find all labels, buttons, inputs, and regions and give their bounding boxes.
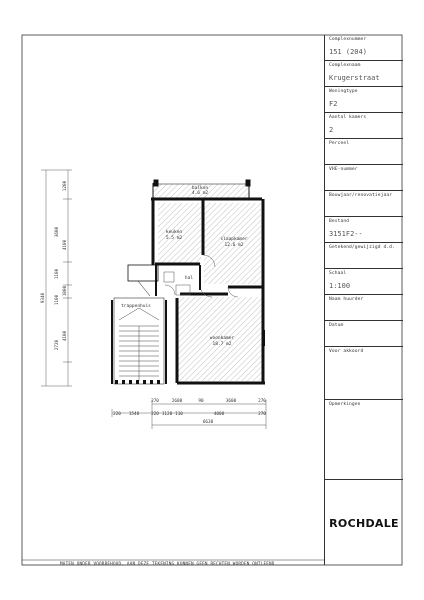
value-complexnaam: Krugerstraat xyxy=(329,74,380,82)
dim-v-7: 1100 xyxy=(55,294,60,306)
row-vhe-nummer xyxy=(325,165,403,191)
dim-h-top-4: 270 xyxy=(258,399,266,404)
label-complexnummer: Complexnummer xyxy=(329,37,367,42)
room-label-trappenhuis: trappenhuis xyxy=(121,304,151,309)
room-area-keuken: 5.5 m2 xyxy=(165,236,183,241)
value-aantal-kamers: 2 xyxy=(329,126,334,134)
horizontal-dim-labels xyxy=(113,398,266,425)
dim-v-6: 4100 xyxy=(63,330,68,342)
dim-h-mid-1: 1540 xyxy=(128,412,140,417)
row-datum xyxy=(325,321,403,347)
row-complexnaam xyxy=(325,61,403,87)
label-datum: Datum xyxy=(329,323,344,328)
label-woningtype: Woningtype xyxy=(329,89,358,94)
dim-h-top-3: 3600 xyxy=(225,399,237,404)
label-bestand: Bestand xyxy=(329,219,350,224)
dim-h-mid-4: 110 xyxy=(175,412,183,417)
label-naam-huurder: Naam huurder xyxy=(329,297,364,302)
room-label-slaapkamer: slaapkamer xyxy=(220,237,248,242)
label-voor-akkoord: Voor akkoord xyxy=(329,349,364,354)
dim-v-5: 2720 xyxy=(55,339,60,351)
row-voor-akkoord xyxy=(325,347,403,400)
room-label-balkon: balkon xyxy=(191,186,209,191)
dim-v-2: 4100 xyxy=(63,239,68,251)
room-area-woonkamer: 18.7 m2 xyxy=(212,342,232,347)
title-block xyxy=(324,35,403,565)
label-aantal-kamers: Aantal kamers xyxy=(329,115,367,120)
dim-h-total: 6630 xyxy=(202,420,214,425)
value-complexnummer: 151 (204) xyxy=(329,48,367,56)
dim-h-top-2: 90 xyxy=(198,399,204,404)
row-perceel xyxy=(325,139,403,165)
vertical-dim-labels xyxy=(40,180,68,350)
footer-disclaimer: MATEN ONDER VOORBEHOUD, AAN DEZE TEKENING KUNNEN GEEN RECHTEN WORDEN ONTLEEND xyxy=(60,562,275,567)
row-aantal-kamers xyxy=(325,113,403,139)
dim-total-height: 9340 xyxy=(41,292,46,304)
rochdale-logo: ROCHDALE xyxy=(329,517,399,530)
row-getekend xyxy=(325,243,403,269)
value-bestand: 3151F2-- xyxy=(329,230,363,238)
label-bouwjaar: Bouwjaar/renovatiejaar xyxy=(329,193,393,198)
value-schaal: 1:100 xyxy=(329,282,351,290)
dim-h-top-0: 270 xyxy=(151,399,159,404)
dim-v-3: 1100 xyxy=(55,268,60,280)
row-schaal xyxy=(325,269,403,295)
dim-h-mid-2: 220 xyxy=(151,412,159,417)
room-label-woonkamer: woonkamer xyxy=(209,336,235,341)
label-schaal: Schaal xyxy=(329,271,347,276)
row-complexnummer xyxy=(325,35,403,61)
label-complexnaam: Complexnaam xyxy=(329,63,361,68)
dim-v-1: 3600 xyxy=(55,226,60,238)
room-label-hal: hal xyxy=(184,276,194,281)
stair-treads xyxy=(119,308,159,381)
dim-h-mid-6: 270 xyxy=(258,412,266,417)
row-bouwjaar xyxy=(325,191,403,217)
dim-h-mid-5: 4000 xyxy=(213,412,225,417)
room-area-slaapkamer: 12.6 m2 xyxy=(224,243,244,248)
dim-h-mid-3: 1120 xyxy=(161,412,173,417)
dim-v-0: 1200 xyxy=(63,180,68,192)
label-opmerkingen: Opmerkingen xyxy=(329,402,361,407)
value-woningtype: F2 xyxy=(329,100,338,108)
row-bestand xyxy=(325,217,403,243)
room-label-keuken: keuken xyxy=(165,230,183,235)
dim-v-4: 1000 xyxy=(63,285,68,297)
label-perceel: Perceel xyxy=(329,141,350,146)
row-opmerkingen xyxy=(325,400,403,480)
row-naam-huurder xyxy=(325,295,403,321)
row-woningtype xyxy=(325,87,403,113)
dim-h-top-1: 2600 xyxy=(171,399,183,404)
label-getekend: Getekend/gewijzigd d.d. xyxy=(329,245,395,250)
room-area-balkon: 4.6 m2 xyxy=(191,191,209,196)
label-vhe-nummer: VHE-nummer xyxy=(329,167,358,172)
dim-h-mid-0: 220 xyxy=(113,412,121,417)
